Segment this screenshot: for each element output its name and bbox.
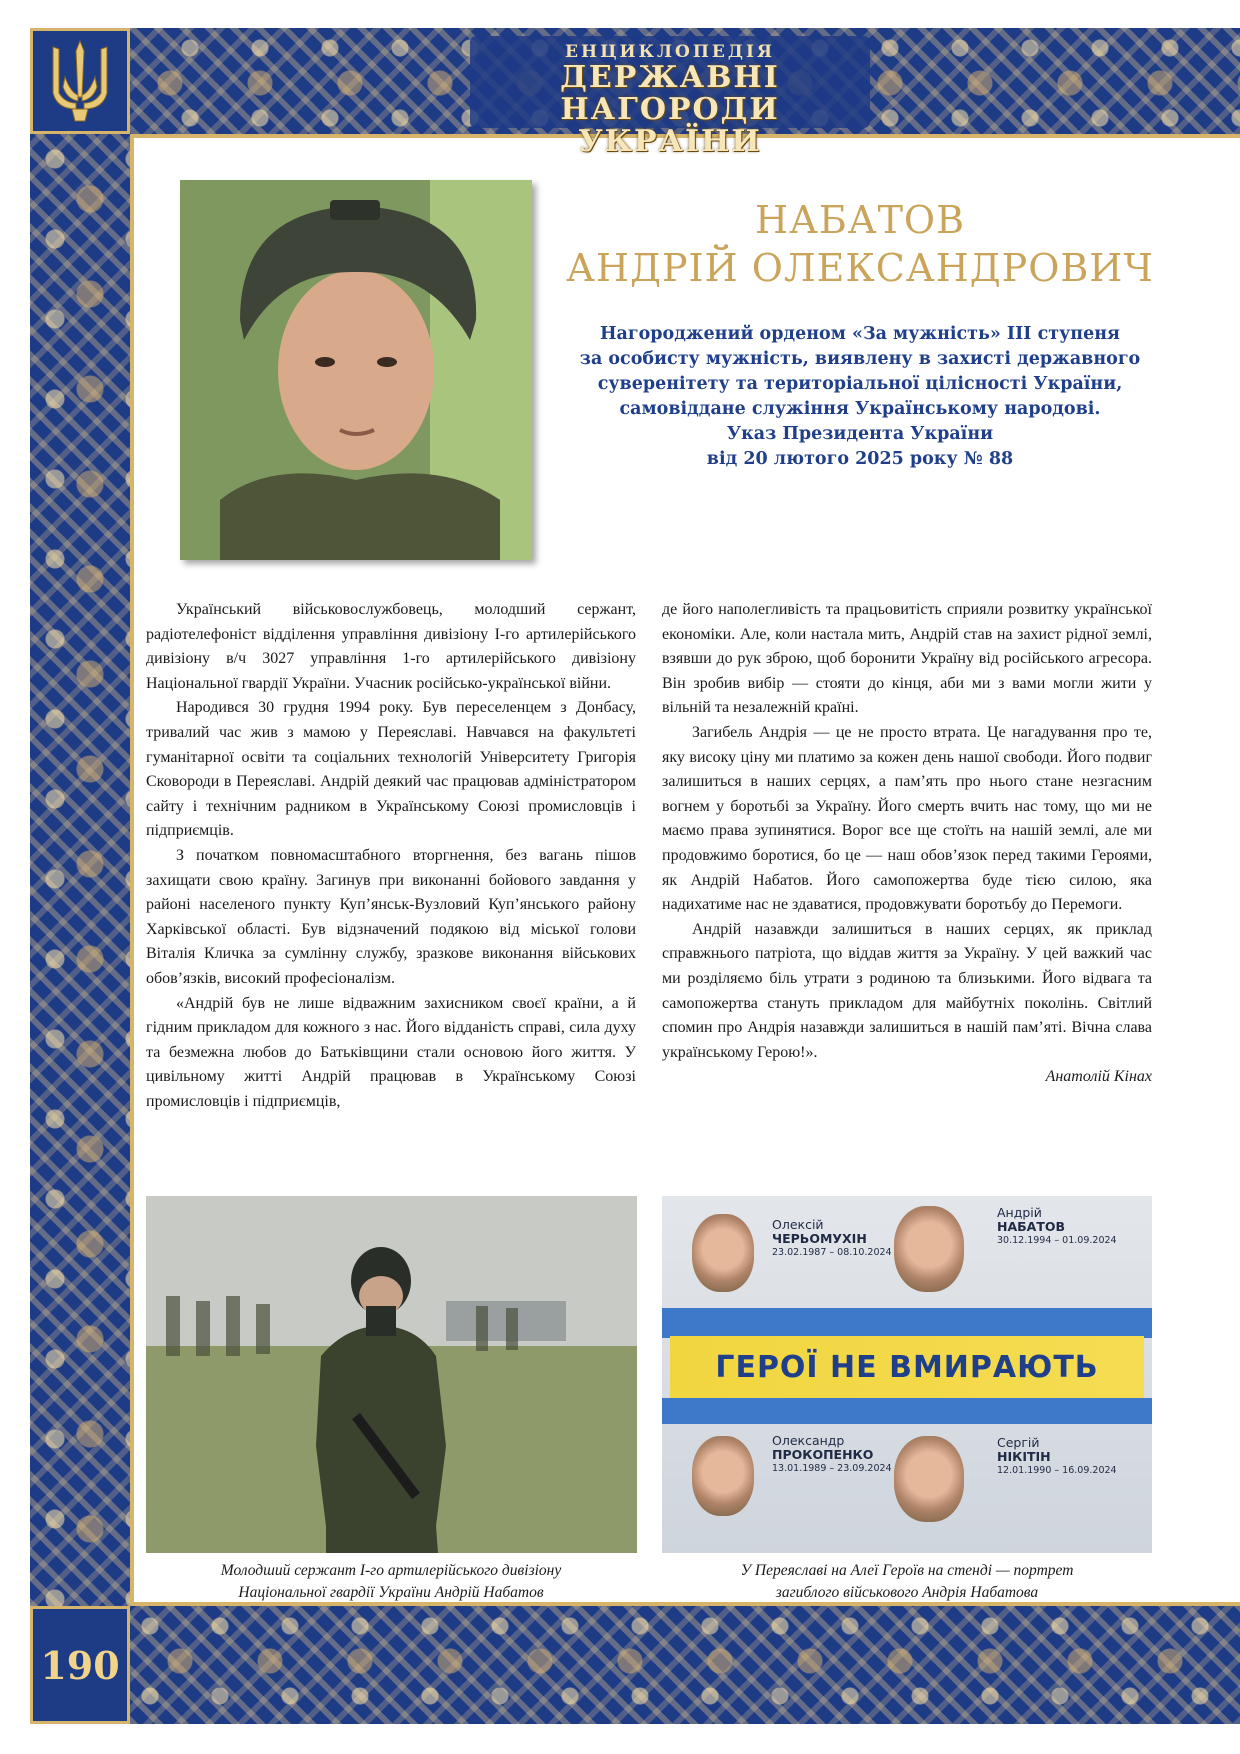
memorial-banner bbox=[670, 1336, 1144, 1398]
hero-card-3 bbox=[772, 1434, 892, 1476]
soldier-field-photo bbox=[146, 1196, 637, 1553]
article-paragraph: Український військовослужбовець, молодший сержант, радіотелефоніст відділення управління дивізіону І-го артилерійського дивізіону в/ч 3027 управління 1-го артилерійського дивізіону Національної гвардії України. Учасник російсько-української війни. bbox=[146, 601, 636, 692]
award-citation bbox=[560, 322, 1160, 472]
article-paragraph: де його наполегливість та працьовитість сприяли розвитку української економіки. Але, коли настала мить, Андрій став на захист рідної землі, взявши до рук зброю, щоб боронити Україну від російського агресора. Він зробив вибір — стояти до кінця, аби ми з вами могли жити у вільній та незалежній країні. bbox=[662, 601, 1152, 717]
memorial-banner-text: ГЕРОЇ НЕ ВМИРАЮТЬ bbox=[715, 1349, 1099, 1385]
hero-first-name: Сергій bbox=[997, 1435, 1040, 1450]
hero-last-name: НІКІТІН bbox=[997, 1449, 1051, 1464]
portrait-photo bbox=[180, 180, 532, 560]
caption-line: загиблого військового Андрія Набатова bbox=[775, 1584, 1039, 1601]
hero-first-name: Олексій bbox=[772, 1217, 824, 1232]
ornamental-frame-left bbox=[30, 134, 130, 1606]
article-paragraph: Загибель Андрія — це не просто втрата. Це нагадування про те, яку високу ціну ми платимо за кожен день нашої свободи. Його подвиг залишиться в наших серцях, а пам’ять про нього стане незгасним вогнем у боротьбі за Україну. Його смерть вчить нас тому, що ми не маємо права зупинятися. Ворог все ще стоїть на нашій землі, але ми продовжимо боротися, бо це — наш обов’язок перед такими Героями, як Андрій Набатов. Його самопожертва буде тією силою, яка надихатиме нас не здаватися, продовжувати боротьбу до Перемоги. bbox=[662, 723, 1152, 914]
award-line: суверенітету та територіальної цілісності України, bbox=[597, 374, 1123, 394]
award-decree-date: від 20 лютого 2025 року № 88 bbox=[706, 449, 1014, 469]
hero-dates: 23.02.1987 – 08.10.2024 bbox=[772, 1247, 892, 1258]
header-title-line1: ДЕРЖАВНІ НАГОРОДИ bbox=[560, 60, 780, 127]
article-column-right bbox=[662, 598, 1152, 1090]
flag-band-blue bbox=[662, 1308, 1152, 1338]
trident-icon bbox=[45, 37, 115, 125]
hero-last-name: ПРОКОПЕНКО bbox=[772, 1447, 874, 1462]
memorial-stand-photo bbox=[662, 1196, 1152, 1553]
person-name bbox=[560, 196, 1160, 292]
caption-line: Національної гвардії України Андрій Набатов bbox=[238, 1584, 544, 1601]
article-signature: Анатолій Кінах bbox=[1045, 1068, 1152, 1086]
hero-portrait bbox=[894, 1206, 964, 1292]
encyclopedia-label: ЕНЦИКЛОПЕДІЯ bbox=[565, 42, 775, 62]
person-surname: НАБАТОВ bbox=[754, 198, 966, 242]
article-paragraph: Народився 30 грудня 1994 року. Був переселенцем з Донбасу, тривалий час жив з мамою у Переяславі. Навчався на факультеті гуманітарної освіти та соціальних технологій Університету Григорія Сковороди в Переяславі. Андрій деякий час працював адміністратором сайту і технічним радником в Українському Союзі промисловців і підприємців. bbox=[146, 699, 636, 840]
article-paragraph: Андрій назавжди залишиться в наших серцях, як приклад справжнього патріота, що віддав життя за Україну. У цей важкий час ми розділяємо біль утрати з родиною та близькими. Його відвага та самопожертва стануть прикладом для майбутніх поколінь. Світлий спомин про Андрія назавжди залишиться в нашій пам’яті. Вічна слава українському Герою!». bbox=[662, 920, 1152, 1061]
hero-card-1 bbox=[772, 1218, 892, 1260]
caption-line: Молодший сержант І-го артилерійського дивізіону bbox=[220, 1562, 562, 1579]
hero-portrait bbox=[692, 1214, 754, 1292]
article-paragraph: «Андрій був не лише відважним захисником своєї країни, а й гідним прикладом для кожного з нас. Його відданість справі, сила духу та безмежна любов до Батьківщини стали основою його життя. У цивільному житті Андрій працював в Українському Союзі промисловців і підприємців, bbox=[146, 994, 636, 1110]
caption-line: У Переяславі на Алеї Героїв на стенді — портрет bbox=[740, 1562, 1074, 1579]
hero-dates: 13.01.1989 – 23.09.2024 bbox=[772, 1463, 892, 1474]
person-given-names: АНДРІЙ ОЛЕКСАНДРОВИЧ bbox=[566, 246, 1154, 290]
article-column-left bbox=[146, 598, 636, 1114]
flag-band-blue bbox=[662, 1398, 1152, 1424]
award-decree: Указ Президента України bbox=[726, 424, 994, 444]
header-title-line2: УКРАЇНИ bbox=[578, 124, 762, 159]
hero-card-2 bbox=[997, 1206, 1117, 1248]
article-paragraph: З початком повномасштабного вторгнення, без вагань пішов захищати свою країну. Загинув при виконанні бойового завдання у районі населеного пункту Куп’янськ-Вузловий Куп’янського району Харківської області. Був відзначений подякою від міської голови Віталія Кличка за сумлінну службу, зразкове виконання військових обов’язків, високий професіоналізм. bbox=[146, 846, 636, 987]
award-line: самовіддане служіння Українському народові. bbox=[619, 399, 1101, 419]
encyclopedia-header bbox=[470, 36, 870, 159]
hero-first-name: Олександр bbox=[772, 1433, 845, 1448]
award-line: за особисту мужність, виявлену в захисті державного bbox=[579, 349, 1141, 369]
hero-portrait bbox=[894, 1436, 964, 1522]
hero-card-4 bbox=[997, 1436, 1117, 1478]
hero-first-name: Андрій bbox=[997, 1205, 1042, 1220]
hero-portrait bbox=[692, 1436, 754, 1516]
hero-last-name: НАБАТОВ bbox=[997, 1219, 1066, 1234]
ornamental-frame-bottom bbox=[130, 1606, 1240, 1724]
award-line: Нагороджений орденом «За мужність» ІІІ ступеня bbox=[600, 324, 1120, 344]
trident-emblem bbox=[30, 28, 130, 134]
photo-caption-left bbox=[146, 1560, 636, 1604]
page-number-box bbox=[30, 1606, 130, 1724]
hero-dates: 30.12.1994 – 01.09.2024 bbox=[997, 1235, 1117, 1246]
photo-caption-right bbox=[662, 1560, 1152, 1604]
hero-dates: 12.01.1990 – 16.09.2024 bbox=[997, 1465, 1117, 1476]
page-number: 190 bbox=[40, 1642, 120, 1688]
hero-last-name: ЧЕРЬОМУХІН bbox=[772, 1231, 867, 1246]
